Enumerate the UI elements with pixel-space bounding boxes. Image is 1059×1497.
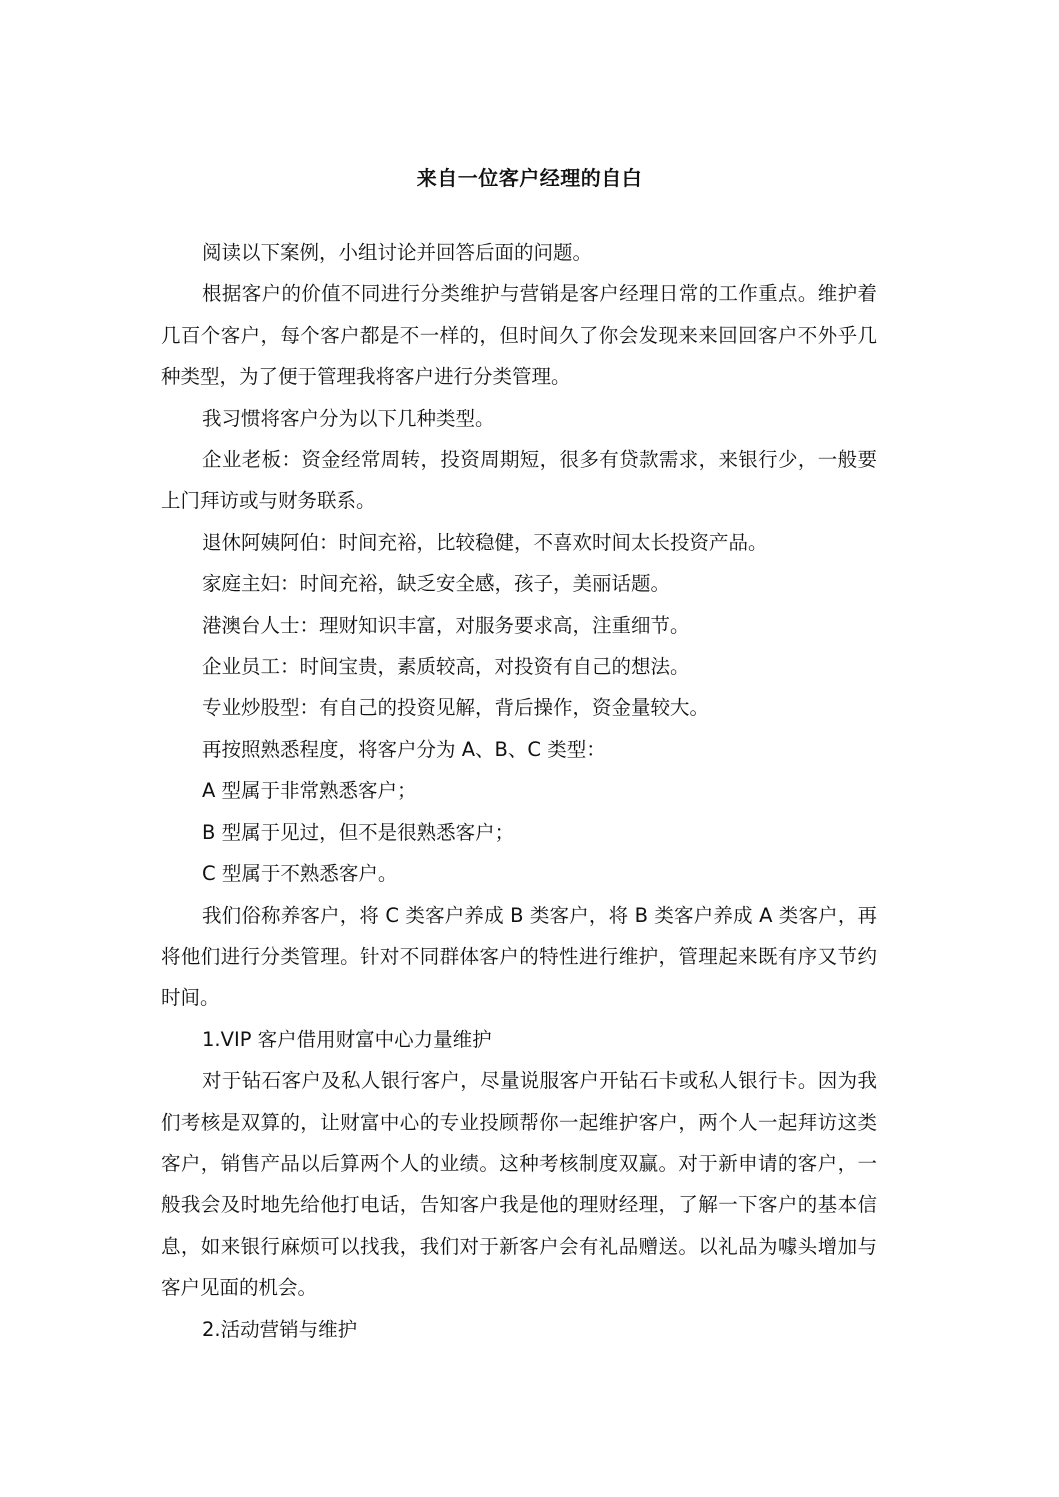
familiarity-c: C 型属于不熟悉客户。 xyxy=(202,862,398,886)
type-retirees: 退休阿姨阿伯：时间充裕，比较稳健，不喜欢时间太长投资产品。 xyxy=(202,530,768,554)
paragraph-nurture: 我们俗称养客户，将 C 类客户养成 B 类客户，将 B 类客户养成 A 类客户，再将他们进行分类管理。针对不同群体客户的特性进行维护，管理起来既有序又节约时间。 xyxy=(161,903,877,1010)
section-heading-vip: 1.VIP 客户借用财富中心力量维护 xyxy=(202,1027,492,1051)
document-title: 来自一位客户经理的自白 xyxy=(416,166,643,190)
type-homemaker: 家庭主妇：时间充裕，缺乏安全感，孩子，美丽话题。 xyxy=(202,572,671,596)
type-stock-trader: 专业炒股型：有自己的投资见解，背后操作，资金量较大。 xyxy=(202,696,710,720)
familiarity-a: A 型属于非常熟悉客户； xyxy=(202,779,417,803)
section-heading-events: 2.活动营销与维护 xyxy=(202,1317,358,1341)
familiarity-b: B 型属于见过，但不是很熟悉客户； xyxy=(202,820,515,844)
type-hk-macau-taiwan: 港澳台人士：理财知识丰富，对服务要求高，注重细节。 xyxy=(202,613,690,637)
familiarity-intro: 再按照熟悉程度，将客户分为 A、B、C 类型： xyxy=(202,737,606,761)
paragraph-classification: 根据客户的价值不同进行分类维护与营销是客户经理日常的工作重点。维护着几百个客户，每个客户都是不一样的，但时间久了你会发现来来回回客户不外乎几种类型，为了便于管理我将客户进行分类管理。 xyxy=(161,282,877,389)
intro-instruction: 阅读以下案例，小组讨论并回答后面的问题。 xyxy=(202,241,593,264)
paragraph-vip: 对于钻石客户及私人银行客户，尽量说服客户开钻石卡或私人银行卡。因为我们考核是双算的，让财富中心的专业投顾帮你一起维护客户，两个人一起拜访这类客户，销售产品以后算两个人的业绩。这种考核制度双赢。对于新申请的客户，一般我会及时地先给他打电话，告知客户我是他的理财经理，了解一下客户的基本信息，如来银行麻烦可以找我，我们对于新客户会有礼品赠送。以礼品为噱头增加与客户见面的机会。 xyxy=(161,1069,877,1300)
type-employee: 企业员工：时间宝贵，素质较高，对投资有自己的想法。 xyxy=(202,655,690,679)
document-body xyxy=(161,232,877,1350)
type-business-owner: 企业老板：资金经常周转，投资周期短，很多有贷款需求，来银行少，一般要上门拜访或与财务联系。 xyxy=(161,448,877,513)
paragraph-types-intro: 我习惯将客户分为以下几种类型。 xyxy=(202,406,495,430)
